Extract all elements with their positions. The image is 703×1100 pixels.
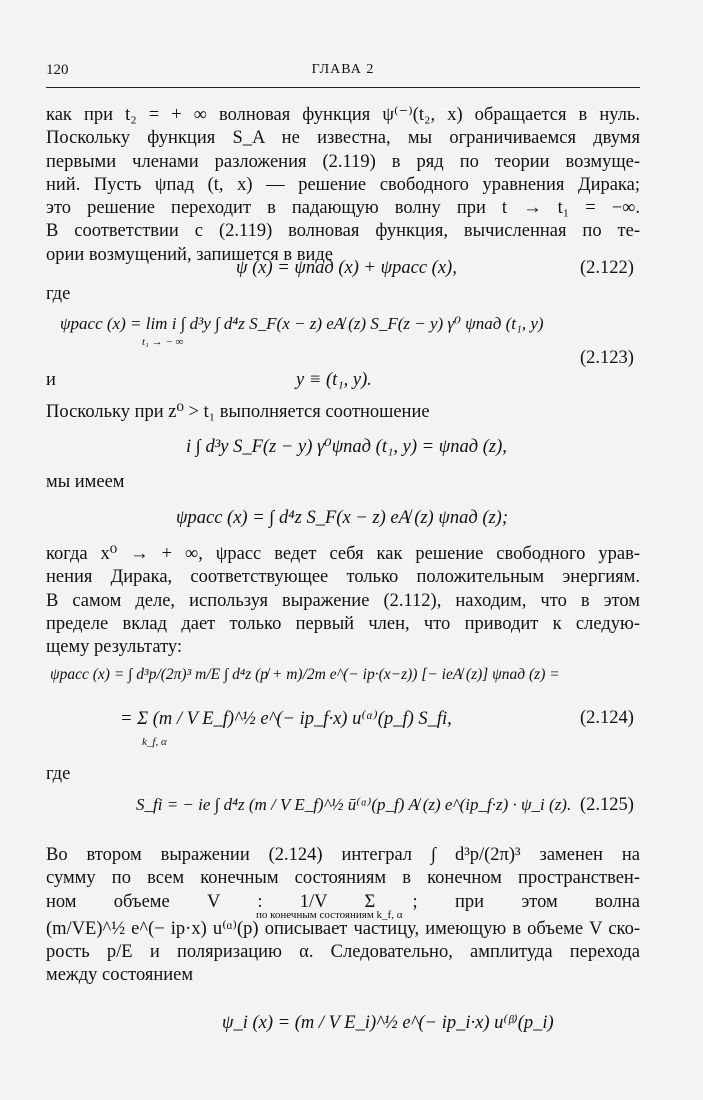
sum-label: по конечным состояниям k_f, α: [256, 909, 403, 921]
we-have: мы имеем: [46, 472, 125, 492]
text-line: первыми членами разложения (2.119) в ряд по теории возмуще-: [46, 151, 640, 172]
text-line: В самом деле, используя выражение (2.112), находим, что в этом: [46, 590, 640, 611]
equation-number: (2.124): [580, 708, 634, 728]
sum-subscript: k_f, α: [142, 736, 167, 748]
page-number: 120: [46, 62, 69, 78]
equation-2-124-line-1: ψрасс (x) = ∫ d³p/(2π)³ m/E ∫ d⁴z (p̸ + m)/2m e^(− ip·(x−z)) [− ieA̸ (z)] ψпад (z) =: [50, 666, 560, 683]
equation-relation: i ∫ d³y S_F(z − y) γ⁰ψпад (t₁, y) = ψпад (z),: [186, 437, 507, 457]
paragraph-2: Поскольку при z⁰ > t₁ выполняется соотношение: [46, 402, 430, 422]
chapter-title: ГЛАВА 2: [311, 62, 375, 77]
equation-condition: y ≡ (t₁, y).: [296, 370, 372, 390]
text-line: это решение переходит в падающую волну при t → t₁ = −∞.: [46, 198, 640, 219]
text-line: рость p/E и поляризацию α. Следовательно, амплитуда перехода: [46, 942, 640, 963]
equation-number: (2.122): [580, 258, 634, 278]
equation-2-125: S_fi = − ie ∫ d⁴z (m / V E_f)^½ ū⁽ᵅ⁾(p_f) A̸ (z) e^(ip_f·z) · ψ_i (z).: [136, 795, 572, 814]
where-word: где: [46, 764, 71, 784]
paragraph-1: [46, 104, 640, 267]
paragraph-3: [46, 543, 640, 659]
text-line: щему результату:: [46, 637, 183, 658]
text-line: между состоянием: [46, 965, 194, 986]
page-header: [46, 62, 640, 82]
equation-2-124-line-2: = Σ (m / V E_f)^½ e^(− ip_f·x) u⁽ᵅ⁾(p_f) S_fi,: [120, 709, 452, 729]
equation-2-122: ψ (x) = ψпад (x) + ψрасс (x),: [236, 258, 457, 278]
text-line: ном объеме V : 1/V Σ ; при этом волна: [46, 891, 640, 912]
text-line: ории возмущений, запишется в виде: [46, 244, 334, 265]
text-line: Поскольку функция S_A не известна, мы ограничиваемся двумя: [46, 128, 640, 149]
text-line: нения Дирака, соответствующее только положительным энергиям.: [46, 567, 640, 588]
text-line: пределе вклад дает только первый член, что приводит к следую-: [46, 613, 640, 634]
limit-subscript: t₁ → − ∞: [142, 336, 184, 348]
text-line: (m/VE)^½ e^(− ip·x) u⁽ᵅ⁾(p) описывает частицу, имеющую в объеме V ско-: [46, 918, 640, 939]
equation-number: (2.123): [580, 348, 634, 368]
text-line: Во втором выражении (2.124) интеграл ∫ d³p/(2π)³ заменен на: [46, 845, 640, 865]
text-line: сумму по всем конечным состояниям в конечном пространствен-: [46, 868, 640, 889]
and-word: и: [46, 370, 56, 390]
equation-scattered: ψрасс (x) = ∫ d⁴z S_F(x − z) eA̸ (z) ψпад (z);: [176, 508, 508, 528]
equation-2-123: ψрасс (x) = lim i ∫ d³y ∫ d⁴z S_F(x − z) eA̸ (z) S_F(z − y) γ⁰ ψпад (t₁, y): [60, 314, 544, 333]
where-word: где: [46, 284, 71, 304]
text-line: В соответствии с (2.119) волновая функция, вычисленная по те-: [46, 221, 640, 242]
equation-number: (2.125): [580, 795, 634, 815]
header-rule: [46, 87, 640, 88]
text-line: когда x⁰ → + ∞, ψрасс ведет себя как решение свободного урав-: [46, 544, 640, 564]
equation-final: ψ_i (x) = (m / V E_i)^½ e^(− ip_i·x) u⁽ᵝ⁾(p_i): [222, 1013, 554, 1033]
text-line: ний. Пусть ψпад (t, x) — решение свободного уравнения Дирака;: [46, 174, 640, 195]
text-line: как при t₂ = + ∞ волновая функция ψ⁽⁻⁾(t₂, x) обращается в нуль.: [46, 105, 640, 125]
